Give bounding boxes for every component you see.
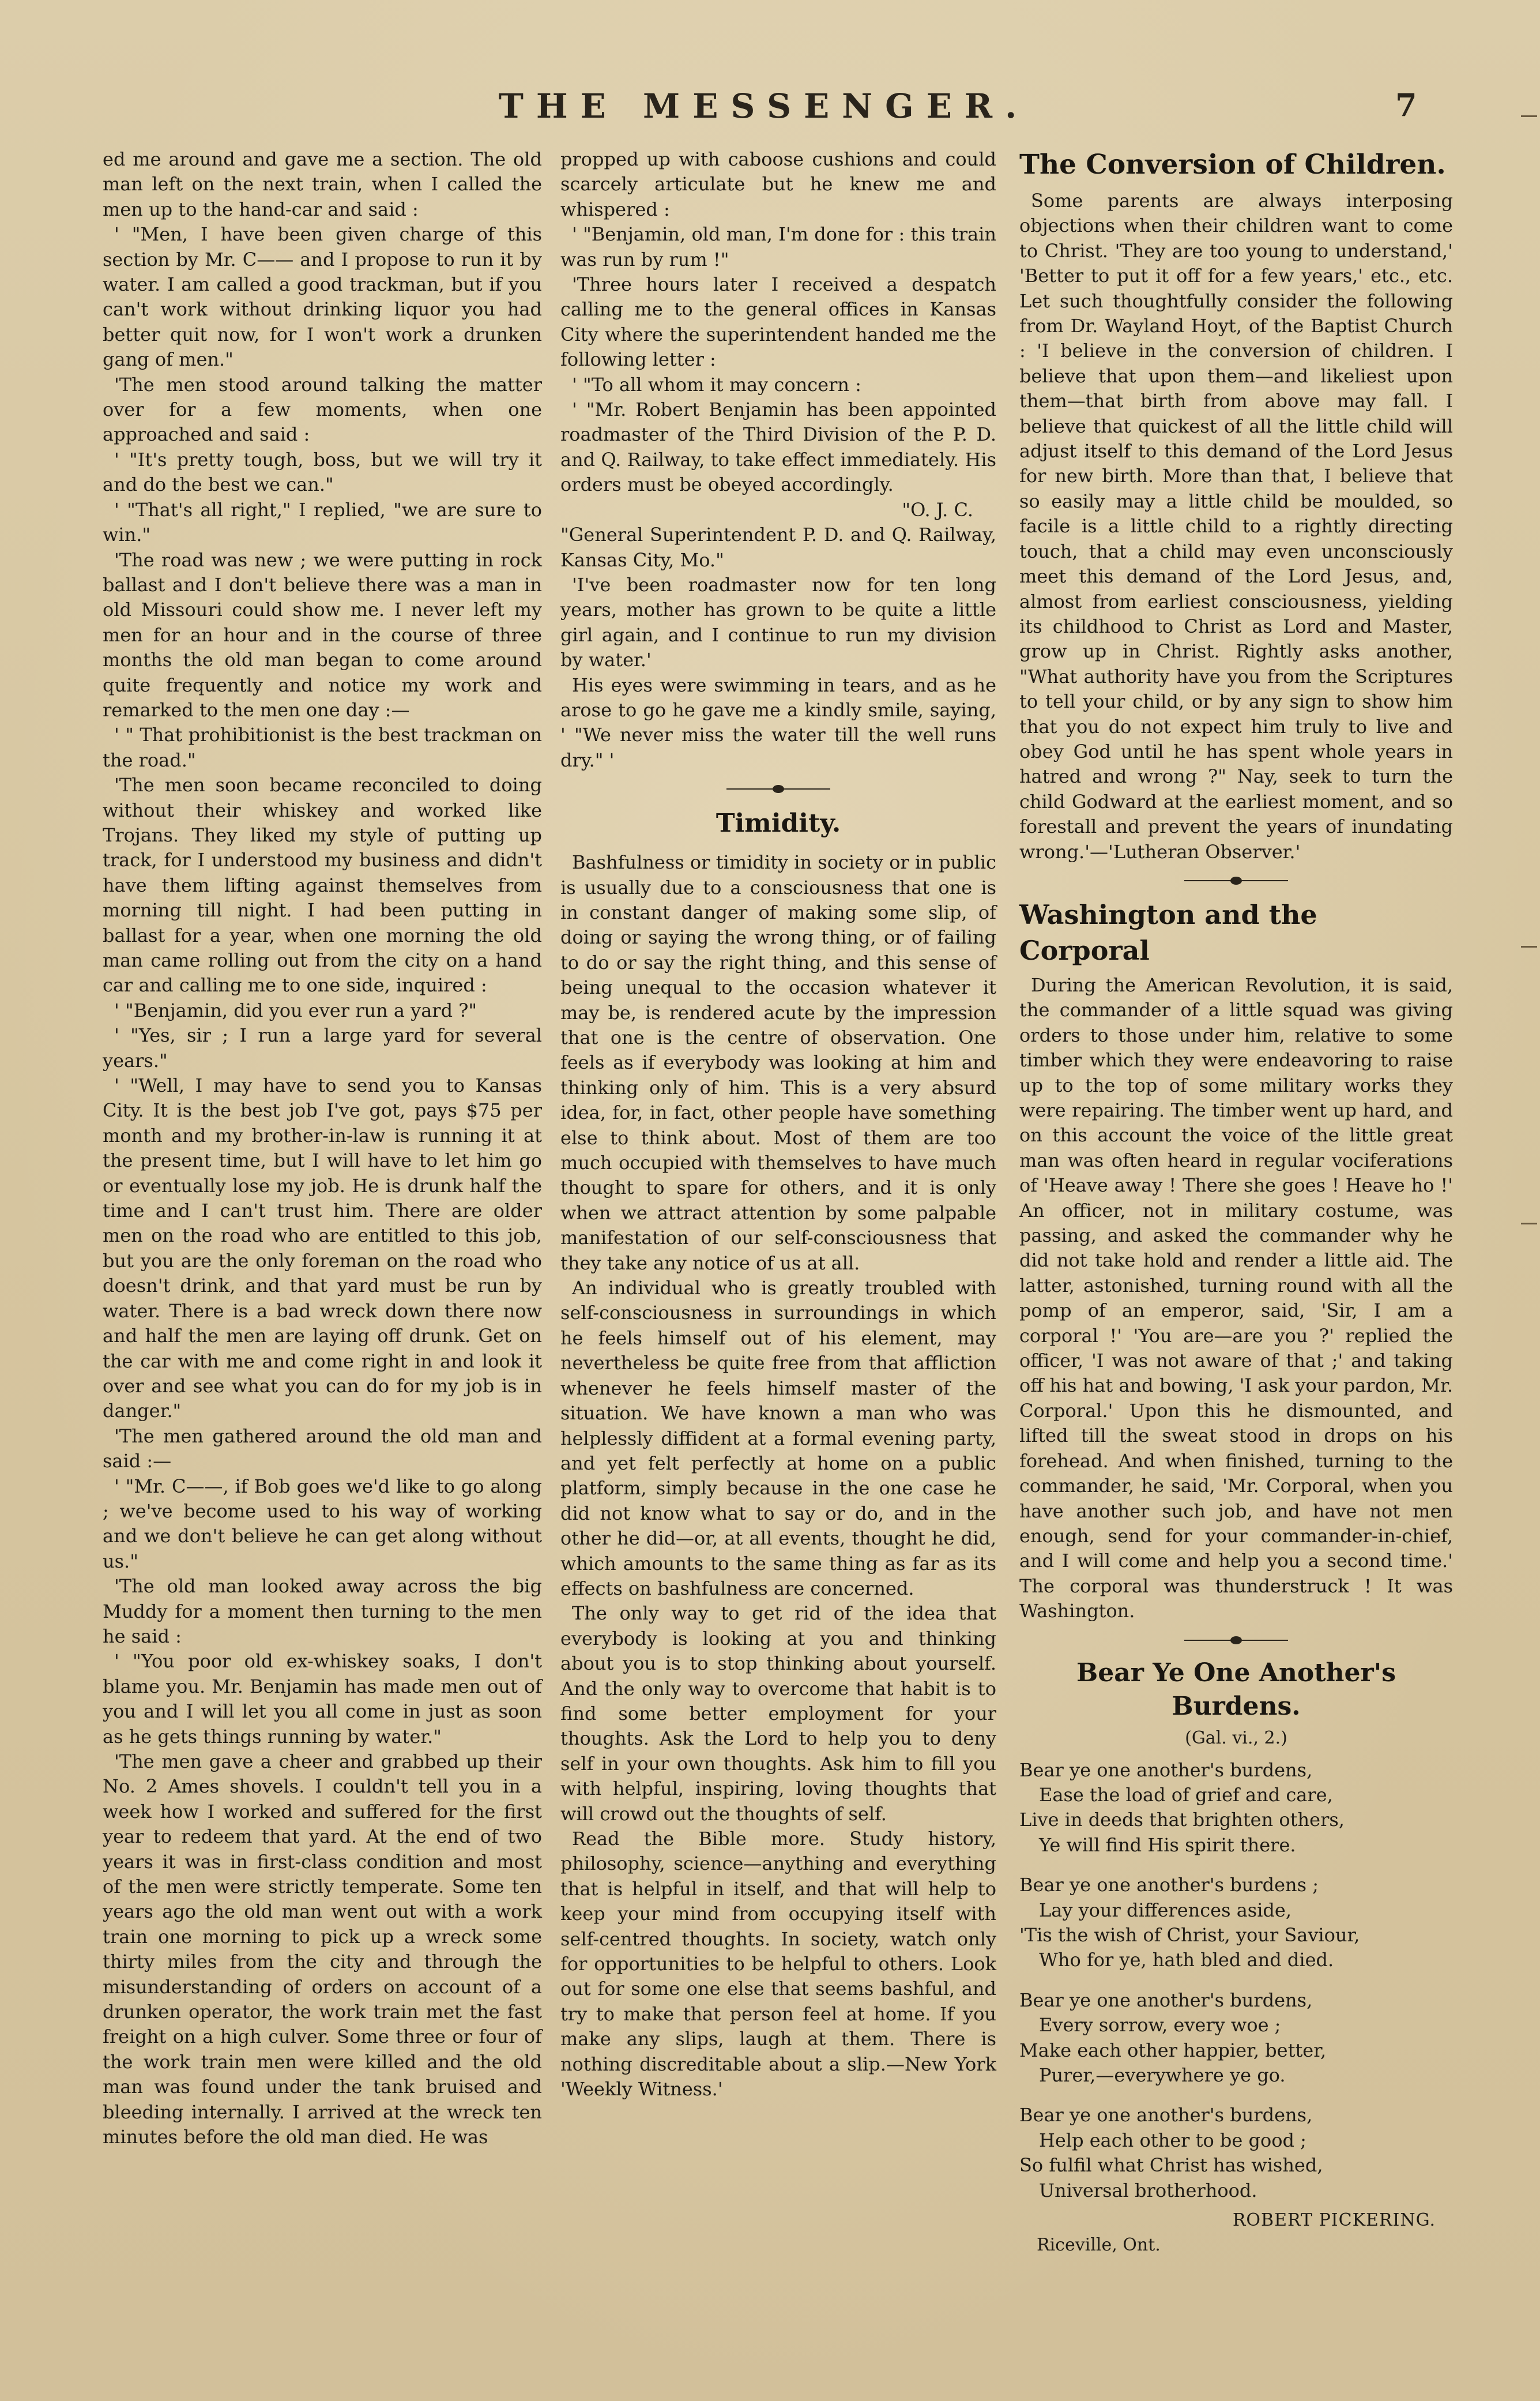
poem-line: Bear ye one another's burdens, bbox=[1019, 1759, 1313, 1781]
paragraph: ed me around and gave me a section. The old man left on the next train, when I called the men up to the hand-car and said : bbox=[103, 148, 542, 220]
paragraph: The only way to get rid of the idea that everybody is looking at you and thinking about you is to stop thinking about yourself. And the only way to overcome that habit is to find some better employment for your thoughts. Ask the Lord to help you to deny self in your own thoughts. Ask him to fill you with helpful, inspiring, loving thoughts that will crowd out the thoughts of self. bbox=[560, 1602, 996, 1825]
paragraph: ' "Mr. C——, if Bob goes we'd like to go along ; we've become used to his way of working and we don't believe he can get along without us." bbox=[103, 1475, 542, 1572]
paragraph: During the American Revolution, it is said, the commander of a little squad was giving orders to those under him, relative to some timber which they were endeavoring to raise up to the top of some military works they were repairing. The timber went up hard, and on this account the voice of the little great man was often heard in regular vociferations of 'Heave away ! There she goes ! Heave ho !' An officer, not in military costume, was passing, and asked the commander why he did not take hold and render a little aid. The latter, astonished, turning round with all the pomp of an emperor, said, 'Sir, I am a corporal !' 'You are—are you ?' replied the officer, 'I was not aware of that ;' and taking off his hat and bowing, 'I ask your pardon, Mr. Corporal.' Upon this he dismounted, and lifted till the sweat stood in drops on his forehead. And when finished, turning to the commander, he said, 'Mr. Corporal, when you have another such job, and have not men enough, send for your commander-in-chief, and I will come and help you a second time.' The corporal was thunderstruck ! It was Washington. bbox=[1019, 974, 1453, 1622]
letter-signature-title: "General Superintendent P. D. and Q. Railway, Kansas City, Mo." bbox=[560, 524, 996, 571]
poem-line: So fulfil what Christ has wished, bbox=[1019, 2154, 1323, 2177]
page-number: 7 bbox=[1395, 87, 1417, 123]
paragraph: ' "Benjamin, old man, I'm done for : this train was run by rum !" bbox=[560, 223, 996, 270]
poem-line: Live in deeds that brighten others, bbox=[1019, 1809, 1345, 1831]
paragraph: ' " That prohibitionist is the best trackman on the road." bbox=[103, 724, 542, 771]
paragraph: 'The men stood around talking the matter over for a few moments, when one approached and said : bbox=[103, 373, 542, 446]
scripture-reference: (Gal. vi., 2.) bbox=[1185, 1727, 1287, 1748]
paragraph: 'I've been roadmaster now for ten long years, mother has grown to be quite a little girl again, and I continue to run my division by water.' bbox=[560, 573, 996, 671]
poem-line: Help each other to be good ; bbox=[1039, 2129, 1306, 2151]
section-divider bbox=[1019, 869, 1453, 892]
article-heading-conversion: The Conversion of Children. bbox=[1019, 149, 1446, 181]
masthead-title: THE MESSENGER. bbox=[498, 87, 1030, 126]
paragraph: ' "Men, I have been given charge of this section by Mr. C—— and I propose to run it by water. I am called a good trackman, but if you can't work without drinking liquor you had better quit now, for I won't work a drunken gang of men." bbox=[103, 223, 542, 371]
paragraph: ' "Yes, sir ; I run a large yard for several years." bbox=[103, 1024, 542, 1072]
paragraph: His eyes were swimming in tears, and as he arose to go he gave me a kindly smile, saying, ' "We never miss the water till the well runs dry." ' bbox=[560, 674, 996, 771]
column-2 bbox=[560, 147, 996, 2102]
poem-stanza bbox=[1019, 1873, 1453, 1973]
poem-stanza bbox=[1019, 1758, 1453, 1858]
poem-heading-line-1: Bear Ye One Another's bbox=[1076, 1658, 1396, 1688]
paragraph: 'The road was new ; we were putting in rock ballast and I don't believe there was a man in old Missouri could show me. I never left my men for an hour and in the course of three months the old man began to come around quite frequently and notice my work and remarked to the men one day :— bbox=[103, 548, 542, 721]
paragraph: Read the Bible more. Study history, philosophy, science—anything and everything that is helpful in itself, and that will help to keep your mind from occupying itself with self-centred thoughts. In society, watch only for opportunities to be helpful to others. Look out for some one else that seems bashful, and try to make that person feel at home. If you make any slips, laugh at them. There is nothing discreditable about a slip.—New York 'Weekly Witness.' bbox=[560, 1828, 996, 2101]
poem-heading-line-2: Burdens. bbox=[1172, 1691, 1301, 1721]
paragraph: ' "Mr. Robert Benjamin has been appointed roadmaster of the Third Division of the P. D. and Q. Railway, to take effect immediately. His orders must be obeyed accordingly. bbox=[560, 399, 996, 496]
poem-stanza bbox=[1019, 1988, 1453, 2088]
poem-line: Bear ye one another's burdens, bbox=[1019, 1989, 1313, 2011]
column-1 bbox=[103, 147, 542, 2150]
article-heading-timidity: Timidity. bbox=[716, 809, 841, 839]
paragraph: Some parents are always interposing objections when their children want to come to Christ. 'They are too young to understand,' 'Better to put it off for a few years,' etc., etc. Let such thoughtfully consider the following from Dr. Wayland Hoyt, of the Baptist Church : 'I believe in the conversion of children. I believe that upon them—and likeliest upon them—that birth from above may fall. I believe that quickest of all the little child will adjust itself to this demand of the Lord Jesus for new birth. More than that, I believe that so easily may a little child be moulded, so facile is a little child to a rightly directing touch, that a child may even unconsciously meet this demand of the Lord Jesus, and, almost from earliest consciousness, yielding its childhood to Christ as Lord and Master, grow up in Christ. Rightly asks another, "What authority have you from the Scriptures to tell your child, or by any sign to show him that you do not expect him truly to live and obey God until he has spent whole years in hatred and wrong ?" Nay, seek to turn the child Godward at the earliest moment, and so forestall and prevent the years of inundating wrong.'—'Lutheran Observer.' bbox=[1019, 190, 1453, 863]
poem-author: ROBERT PICKERING. bbox=[1232, 2210, 1436, 2231]
edge-mark bbox=[1521, 946, 1537, 948]
masthead bbox=[0, 87, 1540, 133]
edge-mark bbox=[1521, 1223, 1537, 1224]
paragraph: ' "Well, I may have to send you to Kansas City. It is the best job I've got, pays $75 per month and my brother-in-law is running it at the present time, but I will have to let him go or eventually lose my job. He is drunk half the time and I can't trust him. There are older men on the road who are entitled to this job, but you are the only foreman on the road who doesn't drink, and that yard must be run by water. There is a bad wreck down there now and half the men are laying off drunk. Get on the car with me and come right in and look it over and see what you can do for my job is in danger." bbox=[103, 1074, 542, 1422]
letter-signature: "O. J. C. bbox=[902, 498, 973, 521]
poem-line: Universal brotherhood. bbox=[1039, 2179, 1257, 2201]
poem-stanza bbox=[1019, 2103, 1453, 2203]
poem-line: Who for ye, hath bled and died. bbox=[1039, 1949, 1334, 1971]
poem-line: 'Tis the wish of Christ, your Saviour, bbox=[1019, 1923, 1360, 1946]
paragraph: ' "Benjamin, did you ever run a yard ?" bbox=[114, 999, 477, 1021]
poem-line: Purer,—everywhere ye go. bbox=[1039, 2064, 1286, 2086]
article-heading-washington: Washington and the Corporal bbox=[1019, 899, 1317, 966]
poem-line: Ease the load of grief and care, bbox=[1039, 1783, 1333, 1806]
poem-line: Lay your differences aside, bbox=[1039, 1899, 1292, 1921]
paragraph: Bashfulness or timidity in society or in public is usually due to a consciousness that one is in constant danger of making some slip, of doing or saying the wrong thing, or of failing to do or say the right thing, and this sense of being unequal to the occasion whatever it may be, is rendered acute by the impression that one is the centre of observation. One feels as if everybody was looking at him and thinking only of him. This is a very absurd idea, for, in fact, other people have something else to think about. Most of them are too much occupied with themselves to have much thought to spare for others, and it is only when we attract attention by some palpable manifestation of our self-consciousness that they take any notice of us at all. bbox=[560, 851, 996, 1274]
poem-place: Riceville, Ont. bbox=[1037, 2235, 1161, 2256]
paragraph: ' "It's pretty tough, boss, but we will try it and do the best we can." bbox=[103, 448, 542, 496]
poem-line: Every sorrow, every woe ; bbox=[1039, 2014, 1281, 2036]
poem-line: Make each other happier, better, bbox=[1019, 2039, 1327, 2061]
paragraph: An individual who is greatly troubled with self-consciousness in surroundings in which he feels himself out of his element, may nevertheless be quite free from that affliction whenever he feels himself master of the situation. We have known a man who was helplessly diffident at a formal evening party, and yet felt perfectly at home on a public platform, simply because in the one case he did not know what to say or do, and in the other he did—or, at all events, thought he did, which amounts to the same thing as far as its effects on bashfulness are concerned. bbox=[560, 1277, 996, 1599]
poem-line: Bear ye one another's burdens, bbox=[1019, 2104, 1313, 2126]
poem-line: Ye will find His spirit there. bbox=[1039, 1833, 1296, 1856]
paragraph: ' "That's all right," I replied, "we are sure to win." bbox=[103, 498, 542, 546]
paragraph: propped up with caboose cushions and could scarcely articulate but he knew me and whispered : bbox=[560, 148, 996, 220]
paragraph: 'The men gave a cheer and grabbed up their No. 2 Ames shovels. I couldn't tell you in a week how I worked and suffered for the first year to redeem that yard. At the end of two years it was in first-class condition and most of the men were strictly temperate. Some ten years ago the old man went out with a work train one morning to pick up a wreck some thirty miles from the city and through the misunderstanding of orders on account of a drunken operator, the work train met the fast freight on a high culver. Some three or four of the work train men were killed and the old man was found under the tank bruised and bleeding internally. I arrived at the wreck ten minutes before the old man died. He was bbox=[103, 1750, 542, 2148]
paragraph: 'Three hours later I received a despatch calling me to the general offices in Kansas City where the superintendent handed me the following letter : bbox=[560, 273, 996, 371]
paragraph: 'The old man looked away across the big Muddy for a moment then turning to the men he said : bbox=[103, 1575, 542, 1647]
paragraph: ' "You poor old ex-whiskey soaks, I don't blame you. Mr. Benjamin has made men out of you and I will let you all come in just as soon as he gets things running by water." bbox=[103, 1650, 542, 1748]
paragraph: 'The men gathered around the old man and said :— bbox=[103, 1425, 542, 1472]
edge-mark bbox=[1521, 115, 1537, 117]
section-divider bbox=[560, 777, 996, 801]
paragraph: 'The men soon became reconciled to doing without their whiskey and worked like Trojans. They liked my style of putting up track, for I understood my business and didn't have them lifting against themselves from morning till night. I had been putting in ballast for a year, when one morning the old man came rolling out from the city on a hand car and calling me to one side, inquired : bbox=[103, 774, 542, 997]
column-3 bbox=[1019, 147, 1453, 2258]
paragraph: ' "To all whom it may concern : bbox=[572, 373, 861, 396]
section-divider bbox=[1019, 1629, 1453, 1652]
poem-line: Bear ye one another's burdens ; bbox=[1019, 1874, 1319, 1896]
